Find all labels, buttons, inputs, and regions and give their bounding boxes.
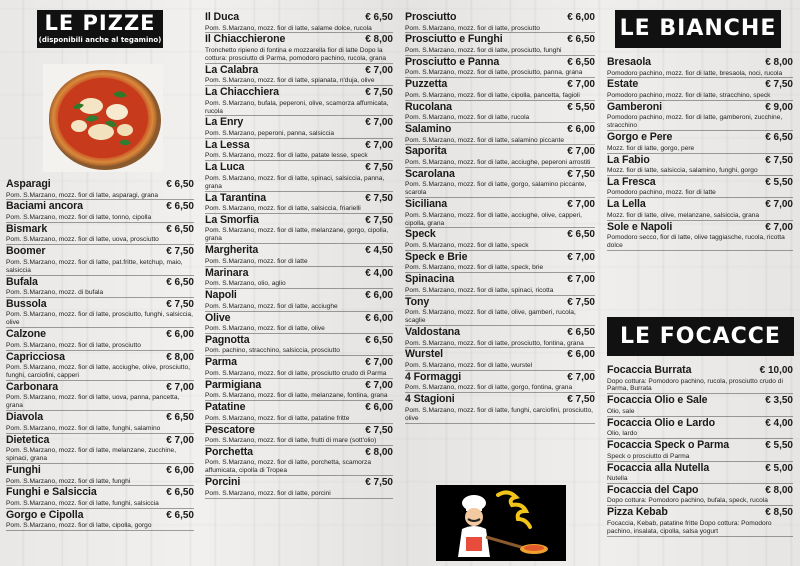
item-name: Wurstel (405, 348, 443, 361)
menu-item (405, 251, 595, 273)
item-name: Napoli (205, 289, 237, 302)
menu-item (405, 168, 595, 198)
item-price: € 6,00 (567, 12, 595, 23)
menu-item (205, 33, 393, 63)
menu-item (6, 411, 194, 433)
item-description: Pom. S.Marzano, mozz. fior di latte, acciughe, peperoni arrostiti (405, 158, 591, 166)
item-price: € 6,00 (567, 349, 595, 361)
chef-illustration (436, 485, 566, 561)
item-description: Pom. S.Marzano, mozz. fior di latte, uova, prosciutto (6, 236, 159, 244)
menu-item (405, 296, 595, 326)
menu-item (405, 273, 595, 295)
item-description: Pomodoro pachino, mozz. fior di latte (607, 189, 716, 197)
item-description: Pom. S.Marzano, mozz. fior di latte, prosciutto crudo di Parma (205, 369, 387, 377)
item-description: Pom. S.Marzano, mozz. fior di latte, speck (405, 241, 529, 249)
item-name: Baciami ancora (6, 200, 83, 213)
item-name: Valdostana (405, 326, 460, 338)
item-price: € 7,00 (567, 79, 595, 91)
menu-item (405, 123, 595, 145)
item-description: Pom. S.Marzano, mozz. fior di latte, prosciutto (6, 341, 141, 349)
item-name: Speck (405, 228, 436, 241)
item-price: € 6,50 (166, 276, 194, 288)
item-price: € 6,50 (166, 179, 194, 190)
item-name: Sole e Napoli (607, 220, 673, 233)
item-description: Pom. pachino, stracchino, salsiccia, prosciutto (205, 347, 340, 355)
item-name: Bresaola (607, 56, 651, 68)
item-name: Margherita (205, 244, 259, 257)
menu-item (405, 348, 595, 370)
item-price: € 6,50 (567, 327, 595, 338)
item-price: € 4,00 (365, 267, 393, 279)
item-price: € 6,50 (166, 412, 194, 424)
item-price: € 7,00 (365, 117, 393, 129)
item-price: € 7,00 (567, 199, 595, 211)
item-name: Diavola (6, 411, 43, 424)
item-description: Pom. S.Marzano, mozz. fior di latte, frutti di mare (sott'olio) (205, 437, 377, 445)
item-name: La Smorfia (205, 213, 259, 226)
item-description: Pom. S.Marzano, mozz. fior di latte, acciughe, olive, prosciutto, funghi, carciofini, capperi (6, 364, 190, 380)
item-description: Dopo cottura: Pomodoro pachino, bufala, speck, rucola (607, 497, 768, 505)
menu-item (205, 244, 393, 266)
item-name: Pizza Kebab (607, 506, 668, 519)
item-name: Rucolana (405, 100, 452, 113)
menu-item (6, 509, 194, 531)
item-description: Pom. S.Marzano, mozz. fior di latte, cipolla, pancetta, fagioli (405, 91, 580, 99)
item-description: Pom. S.Marzano, mozz. fior di latte, prosciutto, funghi, salsiccia, olive (6, 311, 193, 327)
bianche-title: LE BIANCHE (619, 16, 777, 41)
item-description: Speck o prosciutto di Parma (607, 452, 690, 460)
menu-item (205, 356, 393, 378)
menu-item (405, 393, 595, 423)
menu-item (205, 312, 393, 334)
item-description: Pom. S.Marzano, mozz. fior di latte, olive, gamberi, rucola, scaglie (405, 309, 576, 325)
item-price: € 8,00 (765, 57, 793, 68)
item-price: € 9,00 (765, 101, 793, 113)
item-description: Pom. S.Marzano, mozz. fior di latte, gorgo, fontina, grana (405, 384, 573, 392)
item-price: € 7,50 (567, 394, 595, 406)
item-description: Pom. S.Marzano, olio, aglio (205, 280, 286, 288)
item-description: Olio, lardo (607, 430, 638, 438)
item-name: Gamberoni (607, 100, 663, 113)
menu-item (205, 446, 393, 476)
menu-item (205, 214, 393, 244)
item-price: € 7,50 (567, 168, 595, 180)
menu-item (205, 116, 393, 138)
item-price: € 6,50 (365, 12, 393, 23)
item-description: Pom. S.Marzano, mozz. fior di latte, funghi, salsiccia (6, 499, 159, 507)
item-name: Carbonara (6, 380, 59, 393)
item-price: € 6,50 (166, 201, 194, 213)
item-name: Calzone (6, 328, 46, 341)
item-description: Pom. S.Marzano, mozz. fior di latte, melanzane, fontina, grana (205, 392, 388, 400)
item-description: Mozz. fior di latte, olive, melanzane, salsiccia, grana (607, 211, 760, 219)
item-name: Pagnotta (205, 333, 250, 346)
item-description: Dopo cottura: Pomodoro pachino, rucola, prosciutto crudo di Parma, Burrata (607, 377, 783, 393)
item-name: 4 Formaggi (405, 370, 462, 383)
item-name: La Chiacchiera (205, 86, 279, 99)
item-description: Pom. S.Marzano, bufala, peperoni, olive, scamorza affumicata, rucola (205, 99, 389, 115)
item-name: Spinacina (405, 273, 455, 286)
item-name: Siciliana (405, 198, 448, 211)
item-name: La Luca (205, 161, 245, 174)
item-price: € 7,50 (365, 424, 393, 436)
menu-item (205, 289, 393, 311)
menu-item (6, 351, 194, 381)
menu-item (607, 394, 793, 416)
item-description: Pom. S.Marzano, mozz. fior di latte, speck, brie (405, 264, 544, 272)
item-description: Pom. S.Marzano, mozz. fior di latte, prosciutto (405, 24, 540, 32)
menu-item (405, 228, 595, 250)
item-description: Pom. S.Marzano, mozz. fior di latte, melanzane, gorgo, cipolla, grana (205, 227, 389, 243)
item-price: € 8,00 (166, 351, 194, 363)
item-price: € 8,00 (765, 484, 793, 496)
item-name: Bussola (6, 297, 47, 310)
item-price: € 6,50 (166, 487, 194, 499)
menu-item (6, 223, 194, 245)
item-name: 4 Stagioni (405, 393, 455, 406)
item-description: Pom. S.Marzano, mozz. fior di latte, uova, panna, pancetta, grana (6, 394, 180, 410)
item-price: € 7,50 (365, 87, 393, 99)
menu-item (6, 381, 194, 411)
item-description: Pom. S.Marzano, mozz. fior di latte, salame dolce, rucola (205, 24, 372, 32)
item-description: Pom. S.Marzano, mozz. fior di latte, spianata, n'duja, olive (205, 77, 375, 85)
item-price: € 7,00 (166, 381, 194, 393)
item-price: € 7,50 (166, 298, 194, 310)
item-description: Pom. S.Marzano, mozz. fior di latte, asparagi, grana (6, 191, 159, 199)
item-price: € 7,00 (567, 146, 595, 158)
item-price: € 7,00 (567, 251, 595, 263)
menu-item (607, 101, 793, 131)
item-description: Pom. S.Marzano, mozz. fior di latte, melanzane, zucchine, spinaci, grana (6, 447, 177, 463)
item-name: Marinara (205, 266, 249, 279)
item-price: € 8,50 (765, 507, 793, 519)
menu-item (6, 298, 194, 328)
menu-item (205, 424, 393, 446)
menu-item (205, 139, 393, 161)
item-price: € 6,50 (567, 34, 595, 46)
item-name: Porchetta (205, 445, 253, 458)
item-price: € 7,00 (365, 357, 393, 369)
item-description: Pomodoro secco, fior di latte, olive taggiasche, rucola, ricotta dolce (607, 234, 785, 250)
item-description: Pom. S.Marzano, mozz. fior di latte, patatine fritte (205, 414, 350, 422)
item-price: € 7,00 (567, 371, 595, 383)
item-name: Bismark (6, 222, 48, 235)
item-description: Pom. S.Marzano, mozz. fior di latte, rucola (405, 114, 530, 122)
pizze-section-banner (37, 10, 163, 48)
item-description: Pom. S.Marzano, mozz. fior di latte, cipolla, gorgo (6, 522, 152, 530)
item-description: Mozz. fior di latte, gorgo, pere (607, 144, 695, 152)
item-description: Pom. S.Marzano, mozz. fior di latte, funghi, salamino (6, 424, 161, 432)
item-name: Gorgo e Pere (607, 131, 673, 144)
item-price: € 7,50 (765, 154, 793, 166)
menu-item (205, 379, 393, 401)
menu-item (205, 64, 393, 86)
item-price: € 7,00 (765, 221, 793, 233)
item-name: Prosciutto e Funghi (405, 33, 503, 46)
menu-item (405, 198, 595, 228)
menu-item (205, 267, 393, 289)
item-description: Olio, sale (607, 407, 635, 415)
item-description: Pom. S.Marzano, mozz. fior di latte, porcini (205, 489, 331, 497)
menu-item (6, 486, 194, 508)
item-name: Porcini (205, 476, 241, 489)
item-description: Nutella (607, 475, 628, 483)
item-price: € 4,50 (365, 245, 393, 257)
item-description: Pom. S.Marzano, mozz. fior di latte, patate lesse, speck (205, 152, 368, 160)
item-description: Pom. S.Marzano, peperoni, panna, salsiccia (205, 129, 335, 137)
item-price: € 6,00 (166, 465, 194, 476)
focacce-section-banner (607, 317, 794, 356)
menu-item (405, 56, 595, 78)
item-name: La Calabra (205, 63, 259, 76)
menu-item (6, 464, 194, 486)
item-name: Dietetica (6, 433, 50, 446)
menu-item (607, 506, 793, 536)
item-price: € 8,00 (365, 34, 393, 46)
item-price: € 7,50 (166, 246, 194, 258)
menu-item (205, 161, 393, 191)
menu-item (205, 334, 393, 356)
item-name: Bufala (6, 275, 38, 288)
item-name: Prosciutto (405, 11, 457, 23)
item-description: Pom. S.Marzano, mozz. fior di latte, salamino piccante (405, 136, 565, 144)
item-price: € 6,00 (365, 290, 393, 302)
item-price: € 7,00 (365, 379, 393, 391)
item-name: La Tarantina (205, 191, 267, 204)
item-name: Scarolana (405, 167, 455, 180)
item-price: € 6,00 (365, 402, 393, 414)
item-price: € 3,50 (765, 395, 793, 407)
menu-item (6, 276, 194, 298)
item-description: Mozz. fior di latte, salsiccia, salamino, funghi, gorgo (607, 167, 758, 175)
item-description: Pom. S.Marzano, mozz. fior di latte, porchetta, scamorza affumicata, cipolla di Tropea (205, 459, 372, 475)
menu-item (6, 245, 194, 275)
item-description: Pom. S.Marzano, mozz. fior di latte, spinaci, salsiccia, panna, grana (205, 174, 385, 190)
pizza-image (43, 64, 163, 172)
menu-item (607, 131, 793, 153)
menu-item (6, 178, 194, 200)
item-name: La Fresca (607, 175, 656, 188)
item-price: € 5,50 (765, 440, 793, 452)
menu-item (405, 326, 595, 348)
item-name: Il Chiacchierone (205, 33, 286, 46)
focacce-title: LE FOCACCE (620, 324, 781, 349)
item-price: € 8,00 (365, 446, 393, 458)
item-name: La Enry (205, 116, 244, 129)
item-name: Tony (405, 295, 430, 308)
item-name: Parma (205, 356, 237, 369)
item-price: € 7,50 (567, 296, 595, 308)
item-price: € 7,50 (365, 477, 393, 489)
item-price: € 6,50 (166, 509, 194, 521)
menu-item (607, 221, 793, 251)
item-description: Pomodoro pachino, mozz. fior di latte, bresaola, noci, rucola (607, 69, 783, 77)
item-description: Pom. S.Marzano, mozz. fior di latte (205, 257, 308, 265)
menu-item (405, 33, 595, 55)
item-name: Olive (205, 311, 231, 324)
item-name: Focaccia Burrata (607, 364, 692, 376)
item-price: € 7,00 (365, 64, 393, 76)
item-price: € 6,50 (567, 229, 595, 241)
item-description: Pom. S.Marzano, mozz. fior di latte, prosciutto, panna, grana (405, 69, 583, 77)
item-name: Focaccia alla Nutella (607, 461, 710, 474)
bianche-section-banner (615, 10, 781, 48)
item-price: € 7,50 (765, 79, 793, 91)
item-description: Pom. S.Marzano, mozz. fior di latte, tonno, cipolla (6, 213, 152, 221)
item-price: € 6,00 (365, 312, 393, 324)
item-name: Parmigiana (205, 378, 262, 391)
item-price: € 6,50 (365, 334, 393, 346)
item-price: € 6,00 (567, 124, 595, 136)
menu-item (607, 198, 793, 220)
item-description: Focaccia, Kebab, patatine fritte Dopo cottura: Pomodoro pachino, insalata, cipolla, salsa yogurt (607, 519, 772, 535)
item-description: Pom. S.Marzano, mozz. fior di latte, prosciutto, fontina, grana (405, 339, 584, 347)
item-name: Estate (607, 78, 639, 91)
item-description: Pom. S.Marzano, mozz. fior di latte, spinaci, ricotta (405, 286, 554, 294)
item-description: Pom. S.Marzano, mozz. fior di latte, gorgo, salamino piccante, scarola (405, 181, 587, 197)
item-description: Pom. S.Marzano, mozz. fior di latte, acciughe (205, 302, 338, 310)
item-price: € 5,00 (765, 462, 793, 474)
item-price: € 7,50 (365, 192, 393, 204)
menu-item (405, 11, 595, 33)
item-name: Gorgo e Cipolla (6, 508, 84, 521)
item-description: Pom. S.Marzano, mozz. di bufala (6, 289, 104, 297)
item-name: Saporita (405, 145, 447, 158)
menu-item (607, 78, 793, 100)
item-price: € 4,00 (765, 417, 793, 429)
item-name: Pescatore (205, 423, 255, 436)
menu-item (205, 476, 393, 498)
item-description: Pom. S.Marzano, mozz. fior di latte, funghi (6, 477, 131, 485)
menu-item (205, 401, 393, 423)
pizze-title: LE PIZZE (44, 11, 156, 35)
item-name: Speck e Brie (405, 250, 468, 263)
item-price: € 7,00 (765, 199, 793, 211)
item-description: Pom. S.Marzano, mozz. fior di latte, funghi, carciofini, prosciutto, olive (405, 406, 593, 422)
item-name: Asparagi (6, 178, 51, 190)
item-price: € 7,00 (166, 434, 194, 446)
item-name: La Lella (607, 198, 646, 211)
item-description: Tronchetto ripieno di fontina e mozzarella fior di latte Dopo la cottura: prosciutto di Parma, pomodoro pachino, rucola, grana (205, 46, 387, 62)
item-name: Salamino (405, 123, 452, 136)
item-price: € 7,50 (365, 162, 393, 174)
chef-icon (436, 485, 566, 561)
item-name: Boomer (6, 245, 46, 258)
item-name: Focaccia Speck o Parma (607, 439, 730, 452)
item-name: Focaccia del Capo (607, 483, 699, 496)
menu-item (205, 192, 393, 214)
item-description: Pom. S.Marzano, mozz. fior di latte, wurstel (405, 361, 533, 369)
menu-item (405, 371, 595, 393)
menu-item (6, 200, 194, 222)
item-name: Focaccia Olio e Lardo (607, 416, 715, 429)
item-price: € 6,00 (166, 329, 194, 341)
menu-item (405, 145, 595, 167)
item-price: € 5,50 (765, 176, 793, 188)
menu-item (607, 56, 793, 78)
menu-item (6, 328, 194, 350)
item-name: Patatine (205, 401, 246, 414)
menu-item (6, 434, 194, 464)
item-description: Pom. S.Marzano, mozz. fior di latte, prosciutto, funghi (405, 46, 562, 54)
menu-item (607, 439, 793, 461)
item-price: € 7,50 (365, 214, 393, 226)
menu-item (405, 78, 595, 100)
item-description: Pomodoro pachino, mozz. fior di latte, stracchino, speck (607, 91, 771, 99)
item-description: Pom. S.Marzano, mozz. fior di latte, acciughe, olive, capperi, cipolla, grana (405, 211, 583, 227)
item-price: € 10,00 (759, 365, 793, 376)
item-name: Il Duca (205, 11, 240, 23)
item-price: € 5,50 (567, 101, 595, 113)
menu-item (205, 86, 393, 116)
menu-item (607, 462, 793, 484)
item-price: € 7,00 (567, 274, 595, 286)
item-description: Pom. S.Marzano, mozz. fior di latte, pat.fritte, ketchup, maio, salsiccia (6, 258, 183, 274)
menu-item (205, 11, 393, 33)
menu-item (607, 484, 793, 506)
item-description: Pomodoro pachino, mozz. fior di latte, gamberoni, zucchine, stracchino (607, 114, 783, 130)
item-description: Pom. S.Marzano, mozz. fior di latte, salsiccia, friarielli (205, 205, 361, 213)
item-price: € 6,50 (765, 132, 793, 144)
item-name: Puzzetta (405, 78, 448, 91)
item-name: La Fabio (607, 153, 650, 166)
pizze-subtitle: (disponibili anche al tegamino) (38, 36, 162, 44)
item-name: La Lessa (205, 138, 250, 151)
menu-item (607, 364, 793, 394)
item-name: Focaccia Olio e Sale (607, 394, 708, 407)
menu-item (607, 417, 793, 439)
item-price: € 6,50 (166, 223, 194, 235)
menu-item (607, 176, 793, 198)
menu-item (607, 154, 793, 176)
item-price: € 6,50 (567, 56, 595, 68)
menu-item (405, 101, 595, 123)
item-description: Pom. S.Marzano, mozz. fior di latte, olive (205, 325, 325, 332)
item-name: Capricciosa (6, 350, 65, 363)
item-name: Prosciutto e Panna (405, 55, 500, 68)
item-price: € 7,00 (365, 139, 393, 151)
item-name: Funghi (6, 464, 41, 476)
item-name: Funghi e Salsiccia (6, 486, 97, 499)
